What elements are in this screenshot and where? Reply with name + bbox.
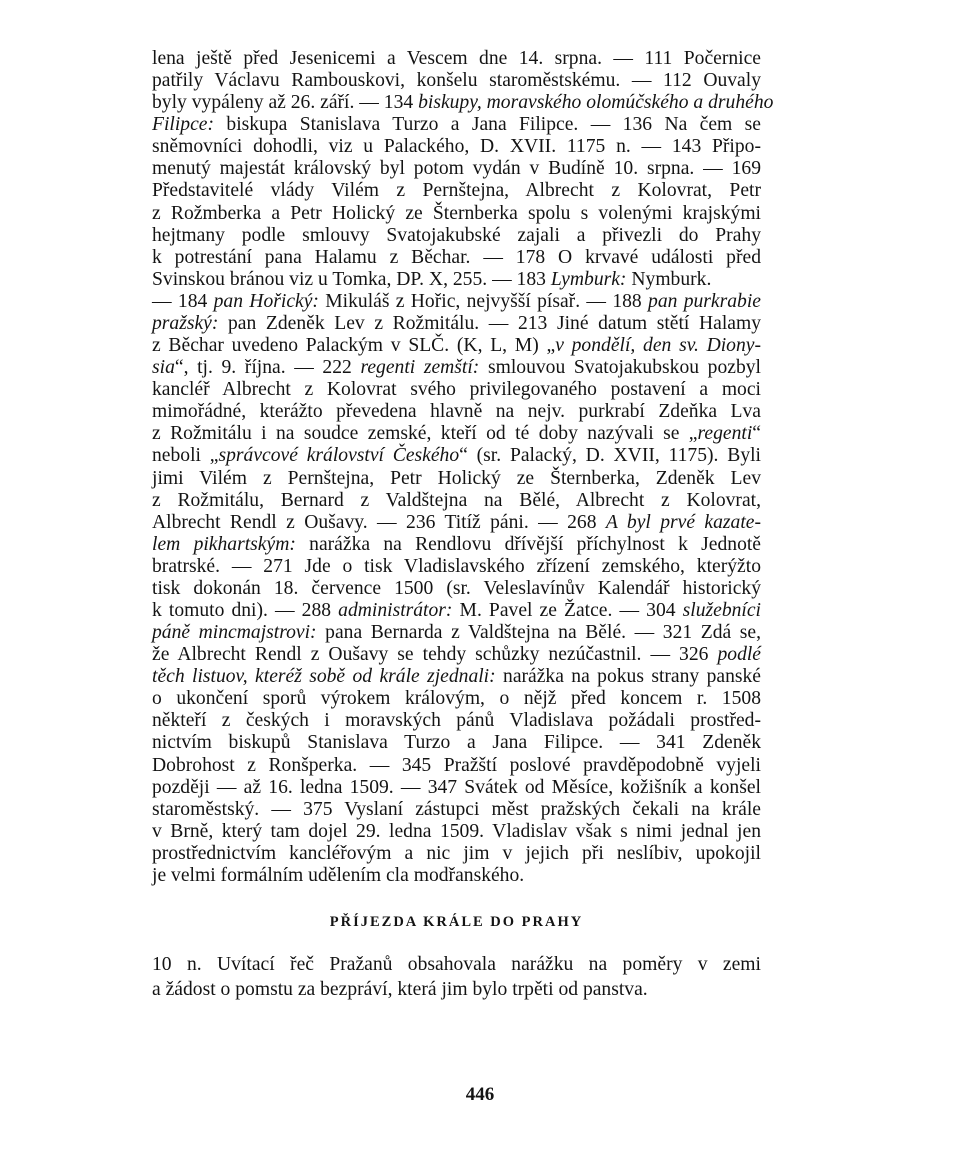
text-run: narážka na Rendlovu dřívější příchylnost k Jednotě: [295, 533, 762, 555]
text-run: Dobrohost z Ronšperka. — 345 Pražští poslové pravděpodobně vyjeli: [152, 754, 761, 776]
text-run: 10 n. Uvítací řeč Pražanů obsahovala narážku na poměry v zemi: [152, 954, 761, 975]
note-line: [152, 863, 761, 889]
text-run: kancléř Albrecht z Kolovrat svého privilegovaného postavení a moci: [152, 379, 761, 401]
text-run: pan Zdeněk Lev z Rožmitálu. — 213 Jiné datum stětí Halamy: [218, 312, 761, 334]
italic-quote: v pondělí, den sv. Diony-: [555, 335, 761, 357]
text-run: Mikuláš z Hořic, nejvyšší písař. — 188: [318, 290, 649, 312]
text-run: “ (sr. Palacký, D. XVII, 1175). Byli: [459, 445, 761, 467]
text-run: později — až 16. ledna 1509. — 347 Svátek od Měsíce, kožišník a konšel: [152, 776, 761, 798]
text-run: Albrecht Rendl z Oušavy. — 236 Titíž páni. — 268: [152, 511, 606, 533]
text-run: z Rožmitálu i na soudce zemské, kteří od té doby nazývali se „: [152, 423, 698, 445]
text-run: v Brně, který tam dojel 29. ledna 1509. Vladislav však s nimi jednal jen: [152, 820, 761, 842]
text-run: prostřednictvím kancléřovým a nic jim v jejich při neslíbiv, upokojil: [152, 842, 761, 864]
italic-quote: biskupy, moravského olomúčského a druhého: [418, 92, 774, 114]
italic-quote: těch listuov, kteréž sobě od krále zjednali:: [152, 666, 496, 688]
text-run: že Albrecht Rendl z Oušavy se tehdy schůzky nezúčastnil. — 326: [152, 644, 718, 666]
text-run: bratrské. — 271 Jde o tisk Vladislavského zřízení zemského, kterýžto: [152, 555, 761, 577]
italic-quote: páně mincmajstrovi:: [152, 622, 317, 644]
page-number: 446: [465, 1084, 495, 1105]
text-run: staroměstský. — 375 Vyslaní zástupci měst pražských čekali na krále: [152, 798, 761, 820]
italic-quote: Lymburk:: [550, 268, 627, 290]
text-run: tisk dokonán 18. července 1500 (sr. Veleslavínův Kalendář historický: [152, 577, 761, 599]
text-run: sněmovníci dohodli, viz u Palackého, D. XVII. 1175 n. — 143 Připo-: [152, 136, 761, 158]
text-run: k potrestání pana Halamu z Běchar. — 178 O krvavé události před: [152, 246, 761, 268]
section-line: [152, 977, 761, 1003]
text-run: lena ještě před Jesenicemi a Vescem dne 14. srpna. — 111 Počernice: [152, 48, 761, 69]
section-heading: PŘÍJEZDA KRÁLE DO PRAHY: [329, 914, 584, 930]
text-run: k tomuto dni). — 288: [152, 600, 339, 621]
text-run: mimořádné, kterážto převedena hlavně na nejv. purkrabí Zdeňka Lva: [152, 401, 761, 423]
italic-quote: podlé: [717, 644, 761, 666]
text-run: smlouvou Svatojakubskou pozbyl: [479, 357, 761, 379]
text-run: o ukončení sporů výrokem královým, o nějž před koncem r. 1508: [152, 688, 761, 710]
text-run: z Rožmitálu, Bernard z Valdštejna na Bělé, Albrecht z Kolovrat,: [152, 489, 761, 511]
text-run: “, tj. 9. října. — 222: [174, 357, 361, 379]
text-run: Svinskou bránou viz u Tomka, DP. X, 255. — 183: [152, 268, 551, 290]
text-run: — 184: [152, 290, 214, 312]
text-run: pana Bernarda z Valdštejna na Bělé. — 321 Zdá se,: [316, 622, 761, 644]
italic-quote: Filipce:: [152, 114, 215, 136]
italic-quote: správcové království Českého: [218, 445, 460, 467]
italic-quote: služebníci: [682, 600, 761, 621]
italic-quote: pan Hořický:: [213, 290, 319, 312]
italic-quote: lem pikhartským:: [152, 533, 296, 555]
italic-quote: pražský:: [152, 312, 219, 334]
italic-quote: pan purkrabie: [648, 290, 761, 312]
italic-quote: regenti: [697, 423, 753, 445]
text-run: Představitelé vlády Vilém z Pernštejna, Albrecht z Kolovrat, Petr: [152, 180, 761, 202]
text-run: a žádost o pomstu za bezpráví, která jim bylo trpěti od panstva.: [152, 979, 648, 1000]
text-run: někteří z českých i moravských pánů Vladislava požádali prostřed-: [152, 710, 761, 732]
text-run: Nymburk.: [626, 268, 712, 290]
italic-quote: A byl prvé kazate-: [605, 511, 761, 533]
text-run: “: [752, 423, 761, 445]
text-run: z Běchar uvedeno Palackým v SLČ. (K, L, M) „: [152, 335, 556, 357]
text-run: neboli „: [152, 445, 219, 467]
text-run: hejtmany podle smlouvy Svatojakubské zajali a přivezli do Prahy: [152, 224, 761, 246]
text-run: z Rožmberka a Petr Holický ze Šternberka spolu s volenými krajskými: [152, 202, 761, 224]
text-run: narážka na pokus strany panské: [495, 666, 761, 688]
text-run: menutý majestát královský byl potom vydán v Budíně 10. srpna. — 169: [152, 158, 761, 180]
text-run: nictvím biskupů Stanislava Turzo a Jana Filipce. — 341 Zdeněk: [152, 732, 761, 754]
text-run: byly vypáleny až 26. září. — 134: [152, 92, 419, 114]
text-run: M. Pavel ze Žatce. — 304: [452, 600, 683, 621]
text-run: biskupa Stanislava Turzo a Jana Filipce. — 136 Na čem se: [214, 114, 761, 136]
italic-quote: regenti zemští:: [360, 357, 480, 379]
section-line: [152, 952, 761, 978]
italic-quote: administrátor:: [338, 600, 453, 621]
text-run: jimi Vilém z Pernštejna, Petr Holický ze Šternberka, Zdeněk Lev: [152, 467, 761, 489]
italic-quote: sia: [152, 357, 175, 379]
text-run: patřily Václavu Rambouskovi, konšelu staroměstskému. — 112 Ouvaly: [152, 70, 761, 92]
text-run: je velmi formálním udělením cla modřanského.: [152, 864, 525, 886]
